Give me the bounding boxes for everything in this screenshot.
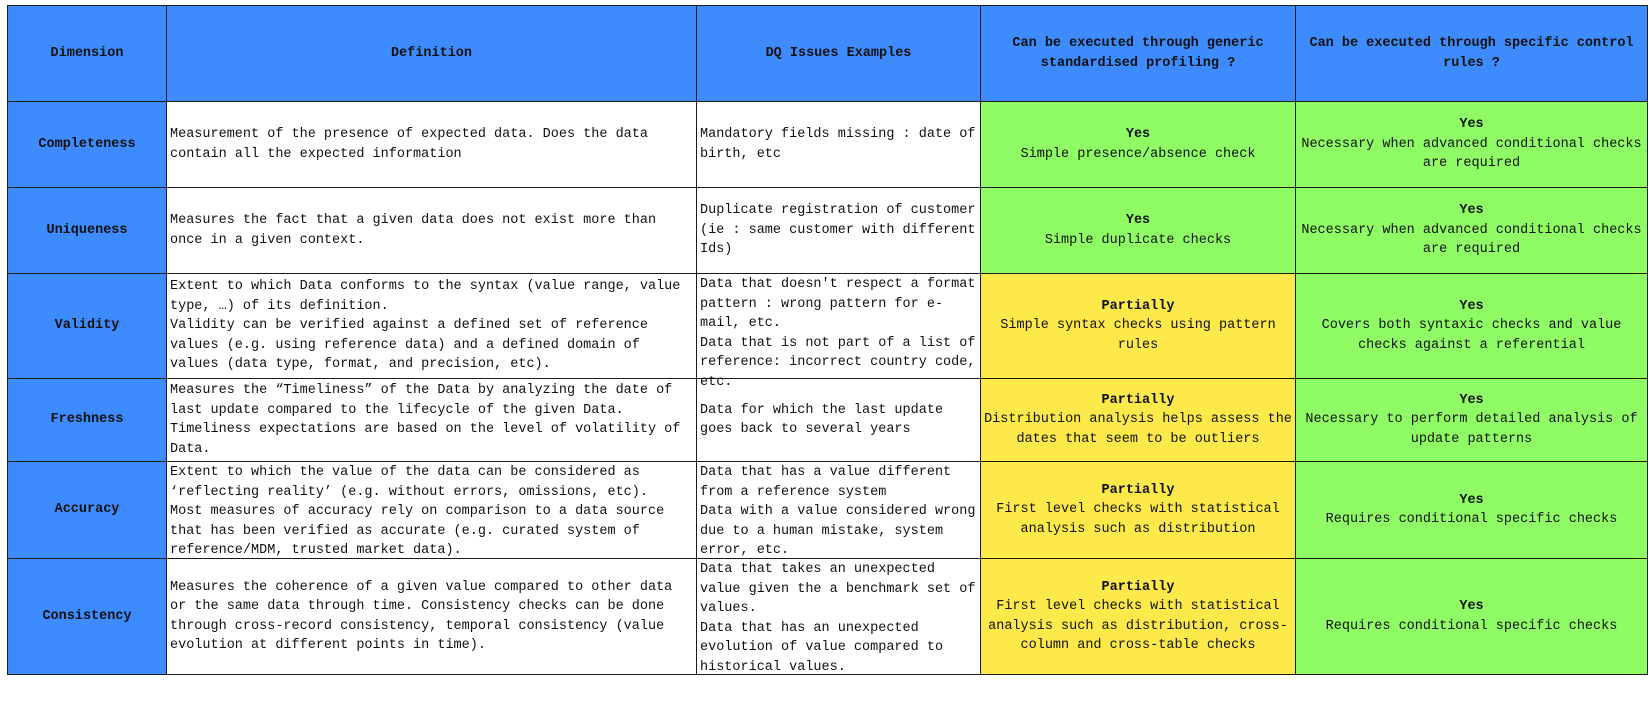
control-verdict: Yes [1459,599,1484,614]
profiling-cell [981,462,1296,559]
profiling-detail: Distribution analysis helps assess the dates that seem to be outliers [984,412,1292,447]
control-detail: Necessary when advanced conditional checks are required [1301,136,1642,172]
definition-text: Extent to which Data conforms to the syntax (value range, value type, …) of its definition. Validity can be verified against a defined set of reference values (e.g. using reference data) and a defined domain of values (data type, format, and precision, etc). [170,279,681,373]
profiling-verdict: Partially [1101,579,1175,595]
definition-cell [167,462,697,559]
table-row [8,274,1648,379]
profiling-verdict: Partially [1101,298,1175,314]
definition-text: Extent to which the value of the data can be considered as ‘reflecting reality’ (e.g. without errors, omissions, etc). Most measures of accuracy rely on comparison to a data source that has been verified as accurate (e.g. curated system of reference/MDM, trusted market data). [170,465,665,558]
profiling-verdict: Partially [1101,392,1175,408]
profiling-cell [981,559,1296,675]
control-detail: Requires conditional specific checks [1325,512,1618,527]
control-detail: Necessary when advanced conditional checks are required [1301,222,1642,258]
control-verdict: Yes [1459,298,1484,314]
table-row [8,559,1648,675]
control-detail: Requires conditional specific checks [1325,618,1618,634]
profiling-cell [981,379,1296,462]
definition-text: Measurement of the presence of expected data. Does the data contain all the expected information [170,127,648,162]
dimension-cell: Freshness [8,379,167,462]
control-detail: Necessary to perform detailed analysis of update patterns [1305,412,1638,447]
definition-text: Measures the “Timeliness” of the Data by analyzing the date of last update compared to the lifecycle of the given Data. Timeliness expectations are based on the level of volatility of Data. [170,383,681,457]
control-cell [1296,188,1648,274]
header-profiling: Can be executed through generic standardised profiling ? [981,6,1296,102]
table-row [8,379,1648,462]
examples-cell [697,379,981,462]
definition-text: Measures the fact that a given data does not exist more than once in a given context. [170,213,657,248]
examples-cell [697,274,981,390]
profiling-verdict: Yes [1125,127,1151,142]
profiling-verdict: Partially [1101,482,1175,498]
header-examples: DQ Issues Examples [697,6,981,102]
dimension-cell: Accuracy [8,462,167,559]
table-row [8,462,1648,559]
examples-text: Data that has a value different from a reference system Data with a value considered wrong due to a human mistake, system error, etc. [700,465,976,558]
examples-text: Mandatory fields missing : date of birth, etc [700,127,976,162]
examples-cell [697,102,981,188]
profiling-detail: Simple duplicate checks [1044,232,1232,248]
profiling-detail: First level checks with statistical analysis such as distribution, cross-column and cross-table checks [988,599,1288,653]
definition-cell [167,274,697,379]
examples-text: Data for which the last update goes back to several years [700,402,944,437]
control-verdict: Yes [1459,203,1484,219]
examples-text: Data that doesn't respect a format pattern : wrong pattern for e-mail, etc. Data that is not part of a list of reference: incorrect country code, etc. [700,277,976,390]
control-cell [1296,274,1648,379]
examples-cell [697,462,981,559]
profiling-verdict: Yes [1125,213,1151,228]
control-cell [1296,462,1648,559]
definition-cell [167,559,697,675]
definition-cell [167,188,697,274]
control-verdict: Yes [1459,392,1484,408]
profiling-detail: Simple syntax checks using pattern rules [1000,318,1276,353]
examples-cell [697,559,981,675]
control-cell [1296,102,1648,188]
profiling-cell [981,274,1296,379]
header-row [8,6,1648,102]
control-cell [1296,379,1648,462]
definition-cell [167,379,697,462]
definition-text: Measures the coherence of a given value compared to other data or the same data through time. Consistency checks can be done through cross-record consistency, temporal consistency (value evolution at different points in time). [170,579,673,653]
profiling-detail: First level checks with statistical analysis such as distribution [996,502,1280,537]
header-control: Can be executed through specific control rules ? [1296,6,1648,102]
control-cell [1296,559,1648,675]
header-definition: Definition [167,6,697,102]
dimension-cell: Consistency [8,559,167,675]
control-verdict: Yes [1459,117,1484,133]
control-verdict: Yes [1459,492,1484,508]
dimension-cell: Validity [8,274,167,379]
table-row [8,102,1648,188]
dimension-cell: Completeness [8,102,167,188]
examples-text: Duplicate registration of customer (ie : same customer with different Ids) [700,203,976,258]
examples-cell [697,188,981,274]
profiling-cell [981,102,1296,188]
examples-text: Data that takes an unexpected value given the a benchmark set of values. Data that has an unexpected evolution of value compared to historical values. [700,562,976,675]
control-detail: Covers both syntaxic checks and value checks against a referential [1321,318,1622,353]
dq-dimensions-table [7,5,1648,675]
header-dimension: Dimension [8,6,167,102]
profiling-detail: Simple presence/absence check [1020,146,1256,162]
dimension-cell: Uniqueness [8,188,167,274]
profiling-cell [981,188,1296,274]
definition-cell [167,102,697,188]
table-row [8,188,1648,274]
